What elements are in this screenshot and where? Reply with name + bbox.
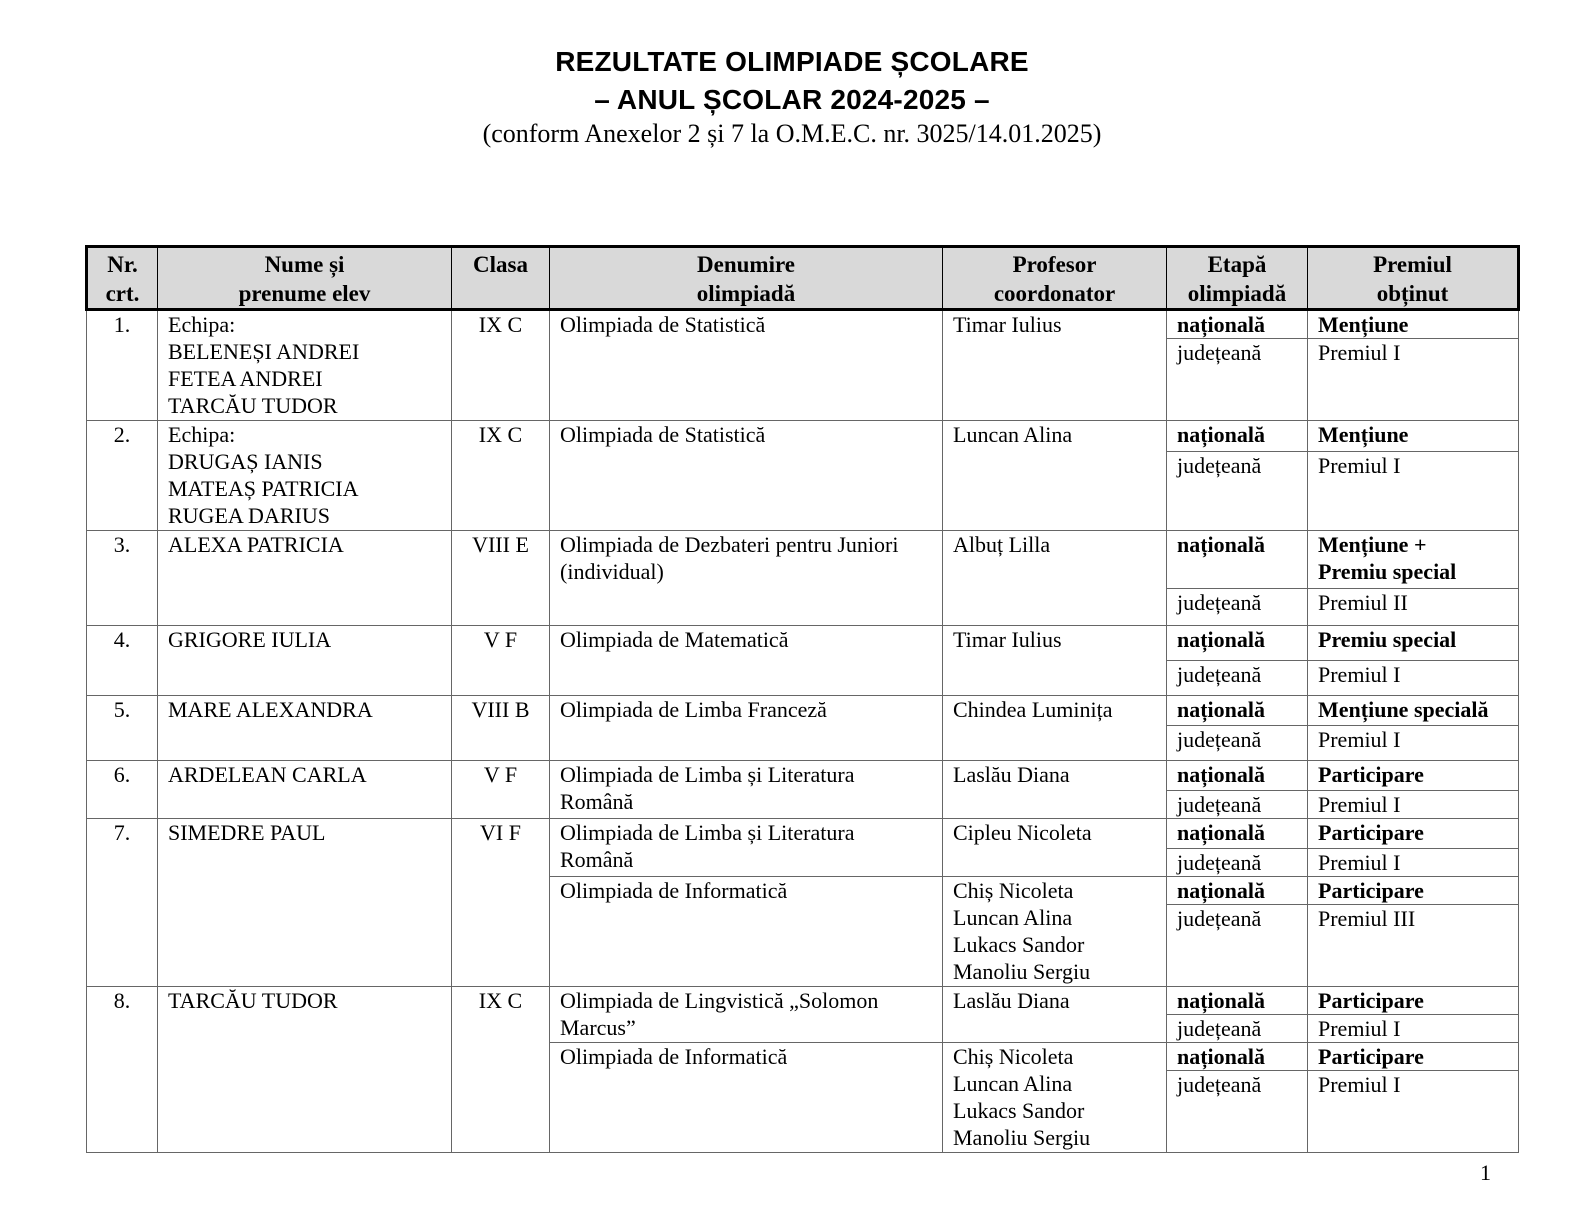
prize-obtained [1308,761,1519,791]
olympiad-name [550,819,943,877]
teacher-name: Chindea Luminița [953,697,1113,722]
olympiad-line: Olimpiada de Limba și Literatura [560,820,855,845]
olympiad-line: Olimpiada de Statistică [560,422,766,447]
olympiad-stage: județeană [1167,589,1308,626]
olympiad-stage: județeană [1167,1015,1308,1043]
table-row [87,626,1519,661]
table-row [87,987,1519,1015]
student-class: VIII B [452,696,550,761]
olympiad-stage: județeană [1167,661,1308,696]
student-name: BELENEȘI ANDREI [168,339,360,364]
row-number: 4. [87,626,158,696]
student-name: MARE ALEXANDRA [168,697,373,722]
olympiad-stage: națională [1167,626,1308,661]
prize-obtained [1308,1071,1519,1153]
prize-label: Premiul I [1318,1016,1401,1041]
student-names [158,761,452,819]
header-prize: Premiul obținut [1308,247,1519,310]
coordinator-teachers [943,877,1167,987]
olympiad-stage: națională [1167,819,1308,849]
student-class: V F [452,626,550,696]
prize-label: Premiul I [1318,792,1401,817]
prize-obtained [1308,310,1519,339]
olympiad-stage: județeană [1167,452,1308,531]
prize-label: Mențiune specială [1318,697,1489,722]
coordinator-teachers [943,1043,1167,1153]
student-names [158,421,452,531]
olympiad-line: Olimpiada de Matematică [560,627,789,652]
prize-label: Participare [1318,878,1424,903]
prize-label: Participare [1318,1044,1424,1069]
student-names [158,819,452,987]
olympiad-stage: națională [1167,531,1308,589]
student-class: IX C [452,987,550,1153]
prize-obtained [1308,877,1519,905]
olympiad-name [550,310,943,421]
olympiad-line: Română [560,847,634,872]
header-class: Clasa [452,247,550,310]
coordinator-teachers [943,696,1167,761]
student-name: ALEXA PATRICIA [168,532,344,557]
teacher-name: Chiș Nicoleta [953,1044,1074,1069]
prize-obtained [1308,661,1519,696]
student-name: TARCĂU TUDOR [168,393,338,418]
olympiad-stage: națională [1167,310,1308,339]
prize-obtained [1308,626,1519,661]
coordinator-teachers [943,626,1167,696]
olympiad-name [550,987,943,1043]
row-number: 2. [87,421,158,531]
prize-label: Premiul I [1318,1072,1401,1097]
prize-label-extra: Premiu special [1318,559,1457,584]
student-class: VI F [452,819,550,987]
prize-label: Premiul I [1318,727,1401,752]
olympiad-name [550,1043,943,1153]
olympiad-name [550,531,943,626]
olympiad-line: Olimpiada de Informatică [560,878,788,903]
olympiad-name [550,761,943,819]
table-row [87,531,1519,589]
student-name: FETEA ANDREI [168,366,323,391]
olympiad-stage: județeană [1167,905,1308,987]
teacher-name: Albuț Lilla [953,532,1051,557]
olympiad-stage: județeană [1167,1071,1308,1153]
teacher-name: Luncan Alina [953,1071,1073,1096]
prize-obtained [1308,589,1519,626]
student-class: VIII E [452,531,550,626]
prize-obtained [1308,791,1519,819]
student-names [158,531,452,626]
olympiad-stage: națională [1167,696,1308,726]
row-number: 7. [87,819,158,987]
teacher-name: Laslău Diana [953,762,1070,787]
student-name: RUGEA DARIUS [168,503,330,528]
prize-obtained [1308,726,1519,761]
prize-obtained [1308,905,1519,987]
row-number: 5. [87,696,158,761]
prize-obtained [1308,339,1519,421]
student-names [158,987,452,1153]
prize-label: Mențiune [1318,422,1409,447]
results-table [85,245,1520,1153]
teacher-name: Laslău Diana [953,988,1070,1013]
coordinator-teachers [943,987,1167,1043]
teacher-name: Manoliu Sergiu [953,1125,1091,1150]
teacher-name: Lukacs Sandor [953,1098,1085,1123]
olympiad-name [550,696,943,761]
prize-obtained [1308,696,1519,726]
olympiad-stage: națională [1167,761,1308,791]
table-body [87,310,1519,1153]
header-name: Nume și prenume elev [158,247,452,310]
table-row [87,421,1519,452]
student-name: GRIGORE IULIA [168,627,332,652]
coordinator-teachers [943,761,1167,819]
olympiad-stage: județeană [1167,791,1308,819]
olympiad-stage: națională [1167,877,1308,905]
coordinator-teachers [943,421,1167,531]
prize-obtained [1308,531,1519,589]
olympiad-line: (individual) [560,559,664,584]
prize-label: Premiul II [1318,590,1408,615]
row-number: 3. [87,531,158,626]
prize-obtained [1308,849,1519,877]
olympiad-stage: județeană [1167,849,1308,877]
prize-label: Premiul I [1318,340,1401,365]
prize-label: Mențiune + [1318,532,1427,557]
document-school-year: – ANUL ȘCOLAR 2024-2025 – [594,84,990,115]
olympiad-stage: județeană [1167,726,1308,761]
student-names [158,626,452,696]
teacher-name: Timar Iulius [953,627,1062,652]
student-name: ARDELEAN CARLA [168,762,367,787]
teacher-name: Luncan Alina [953,422,1073,447]
olympiad-stage: națională [1167,987,1308,1015]
prize-label: Premiu special [1318,627,1457,652]
prize-label: Premiul I [1318,453,1401,478]
olympiad-line: Română [560,789,634,814]
header-stage: Etapă olimpiadă [1167,247,1308,310]
olympiad-line: Olimpiada de Limba Franceză [560,697,827,722]
row-number: 6. [87,761,158,819]
teacher-name: Luncan Alina [953,905,1073,930]
olympiad-line: Olimpiada de Limba și Literatura [560,762,855,787]
prize-obtained [1308,421,1519,452]
olympiad-line: Olimpiada de Lingvistică „Solomon [560,988,879,1013]
olympiad-stage: județeană [1167,339,1308,421]
table-row [87,310,1519,339]
coordinator-teachers [943,310,1167,421]
document-title: REZULTATE OLIMPIADE ȘCOLARE [555,46,1029,77]
olympiad-line: Olimpiada de Statistică [560,312,766,337]
olympiad-line: Marcus” [560,1015,636,1040]
student-name: DRUGAȘ IANIS [168,449,323,474]
table-header-row [87,247,1519,310]
prize-obtained [1308,1043,1519,1071]
prize-label: Premiul I [1318,850,1401,875]
olympiad-name [550,626,943,696]
prize-obtained [1308,452,1519,531]
teacher-name: Timar Iulius [953,312,1062,337]
student-name: SIMEDRE PAUL [168,820,326,845]
table-row [87,696,1519,726]
header-nr: Nr. crt. [87,247,158,310]
prize-label: Participare [1318,820,1424,845]
student-class: V F [452,761,550,819]
page-number: 1 [1480,1160,1491,1185]
document-subtitle: (conform Anexelor 2 și 7 la O.M.E.C. nr. 3025/14.01.2025) [482,119,1102,148]
student-name: Echipa: [168,422,236,447]
table-row [87,819,1519,849]
teacher-name: Chiș Nicoleta [953,878,1074,903]
olympiad-name [550,877,943,987]
student-names [158,696,452,761]
coordinator-teachers [943,531,1167,626]
coordinator-teachers [943,819,1167,877]
student-name: TARCĂU TUDOR [168,988,338,1013]
row-number: 8. [87,987,158,1153]
prize-label: Mențiune [1318,312,1409,337]
prize-obtained [1308,1015,1519,1043]
student-name: Echipa: [168,312,236,337]
student-class: IX C [452,310,550,421]
student-class: IX C [452,421,550,531]
olympiad-line: Olimpiada de Dezbateri pentru Juniori [560,532,899,557]
teacher-name: Manoliu Sergiu [953,959,1091,984]
olympiad-stage: națională [1167,1043,1308,1071]
prize-obtained [1308,819,1519,849]
olympiad-name [550,421,943,531]
student-name: MATEAȘ PATRICIA [168,476,359,501]
header-teacher: Profesor coordonator [943,247,1167,310]
header-olympiad: Denumire olimpiadă [550,247,943,310]
teacher-name: Lukacs Sandor [953,932,1085,957]
prize-label: Participare [1318,762,1424,787]
prize-label: Premiul III [1318,906,1416,931]
olympiad-stage: națională [1167,421,1308,452]
table-row [87,761,1519,791]
prize-label: Participare [1318,988,1424,1013]
olympiad-line: Olimpiada de Informatică [560,1044,788,1069]
row-number: 1. [87,310,158,421]
student-names [158,310,452,421]
teacher-name: Cipleu Nicoleta [953,820,1092,845]
prize-obtained [1308,987,1519,1015]
prize-label: Premiul I [1318,662,1401,687]
